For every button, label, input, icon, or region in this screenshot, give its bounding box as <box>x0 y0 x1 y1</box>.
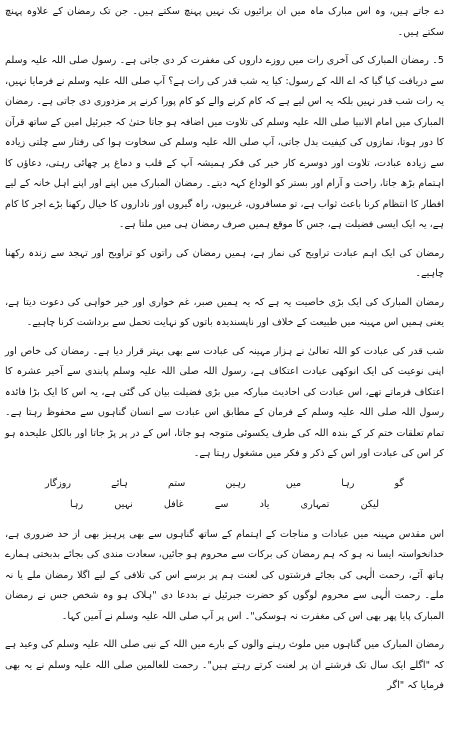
paragraph-warning: رمضان المبارک میں گناہوں میں ملوث رہنے والوں کے بارے میں اللہ کے نبی صلی اللہ علیہ وسلم کی وعید ہے کہ "اگلے ایک سال تک فرشتے ان پر لعنت کرتے رہتے ہیں"۔ رحمت للعالمین صلی اللہ علیہ وسلم نے یہ بھی فرمایا کہ "اگر <box>5 639 444 691</box>
paragraph-patience: رمضان المبارک کی ایک بڑی خاصیت یہ ہے کہ یہ ہمیں صبر، غم خواری اور خیر خواہی کی دعوت دیتا ہے، یعنی ہمیں اس مہینہ میں طبیعت کے خلاف اور ناپسندیدہ باتوں کو نہایت تحمل سے برداشت کرنا چاہیے۔ <box>5 296 444 328</box>
paragraph-shab-e-qadr: شب قدر کی عبادت کو اللہ تعالیٰ نے ہزار مہینہ کی عبادت سے بھی بہتر قرار دیا ہے۔ رمضان کی خاص اور اپنی نوعیت کی ایک انوکھی عبادت اعتکاف ہے، رسول اللہ صلی اللہ علیہ وسلم پابندی سے آخیر عشرہ کا اعتکاف فرماتے تھے، اس عبادت کی احادیث مبارکہ میں بڑی فضیلت بیان کی گئی ہے، یہ اس کا ایک بڑا فائدہ رسول اللہ صلی اللہ علیہ وسلم کے فرمان کے مطابق اس عبادت سے انسان گناہوں سے محفوظ رہتا ہے۔ تمام تعلقات ختم کر کے بندہ اللہ کی طرف یکسوئی متوجہ ہو جاتا، اس کے در پر پڑ جاتا اور بالکل علیحدہ ہو کر اس کی عبادت اور اس کے ذکر و فکر میں مشغول رہتا ہے۔ <box>5 345 444 459</box>
paragraph-taraweeh: رمضان کی ایک اہم عبادت تراویح کی نماز ہے، ہمیں رمضان کی راتوں کو تراویح اور تہجد سے زندہ رکھنا چاہیے۔ <box>5 247 444 279</box>
poem-line-1: گو رہا میں رہین ستم ہائے روزگار <box>45 477 404 489</box>
paragraph-intro: دے جاتے ہیں، وہ اس مبارک ماہ میں ان برائیوں تک نہیں پہنچ سکتے ہیں۔ جن تک رمضان کے علاوہ پہنچ سکتے ہیں۔ <box>5 6 444 38</box>
poem-couplet <box>5 473 444 515</box>
paragraph-point-5: 5۔ رمضان المبارک کی آخری رات میں روزے داروں کی مغفرت کر دی جاتی ہے۔ رسول صلی اللہ علیہ وسلم سے دریافت کیا گیا کہ اے اللہ کے رسول: کیا یہ شب قدر کی رات ہے؟ آپ صلی اللہ علیہ وسلم نے فرمایا نہیں، یہ رات شب قدر نہیں بلکہ یہ اس لیے ہے کہ کام کرنے والے کو کام پورا کرنے پر مزدوری دی جاتی ہے۔ رمضان المبارک میں امام الانبیا صلی اللہ علیہ وسلم کی تلاوت میں اضافہ ہو جاتا حتیٰ کہ جبرئیل امین کے ساتھ قرآن کا دور ہوتا، نمازوں کی کیفیت بدل جاتی، آپ صلی اللہ علیہ وسلم کی سخاوت ہوا کی رفتار سے چلتی زیادہ سے زیادہ عبادت، تلاوت اور دوسرے کار خیر کی فکر ہمیشہ آپ کے قلب و دماغ پر چھائی رہتی، دعاؤں کا اہتمام بڑھ جاتا، راحت و آرام اور بستر کو الوداع کہہ دیتے۔ رمضان المبارک میں اپنے اور اپنے اہل خانہ کے لیے افطار کا انتظام کرنا باعث ثواب ہے، تو مسافروں، غریبوں، راہ گیروں اور ناداروں کا خیال رکھنا بڑے اجر کا کام ہے، یہ ایک ایسی فضیلت ہے، جس کا موقع ہمیں صرف رمضان ہی میں ملتا ہے۔ <box>5 55 444 230</box>
paragraph-avoid-sins: اس مقدس مہینہ میں عبادات و مناجات کے اہتمام کے ساتھ گناہوں سے بھی پرہیز بھی از حد ضروری ہے، خدانخواستہ ایسا نہ ہو کہ ہم رمضان کی برکات سے محروم ہو جائیں، سعادت مندی کی بجائے بدبختی ہمارے ہاتھ آئے، رحمت الٰہی کی بجائے فرشتوں کی لعنت ہم پر برسے اس کی تلافی کے لیے اگلا رمضان ملے یا نہ ملے۔ رحمت الٰہی سے محروم لوگوں کو حضرت جبرئیل نے بددعا دی "ہلاک ہو وہ شخص جس نے رمضان المبارک پایا پھر بھی اس کی مغفرت نہ ہوسکی"۔ اس پر آپ صلی اللہ علیہ وسلم نے آمین کہا۔ <box>5 528 444 622</box>
poem-line-2: لیکن تمہاری یاد سے غافل نہیں رہا <box>70 498 379 510</box>
